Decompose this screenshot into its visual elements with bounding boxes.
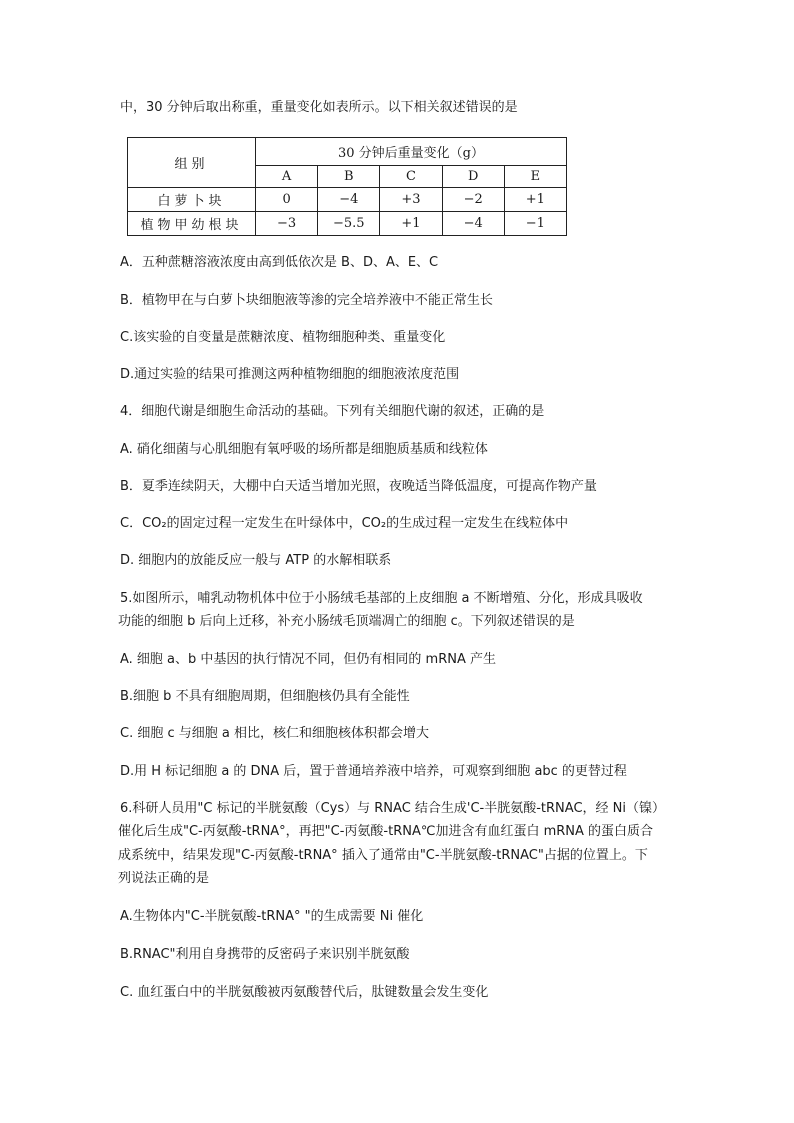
q6-stem-line-3: 成系统中，结果发现"C-丙氨酸-tRNA° 插入了通常由"C-半胱氨酸-tRNAC"占据的位置上。下 <box>118 848 648 863</box>
q6-option-a: A.生物体内"C-半胱氨酸-tRNA° "的生成需要 Ni 催化 <box>120 909 424 924</box>
column-header: B <box>318 166 380 188</box>
q3-option-b: B．植物甲在与白萝卜块细胞液等渗的完全培养液中不能正常生长 <box>120 293 493 308</box>
table-cell: −5.5 <box>318 212 380 236</box>
column-header: C <box>380 166 442 188</box>
table-row <box>128 188 567 212</box>
question-3-stem-end: 中，30 分钟后取出称重，重量变化如表所示。以下相关叙述错误的是 <box>120 100 518 115</box>
q3-option-d: D.通过实验的结果可推测这两种植物细胞的细胞液浓度范围 <box>120 367 460 382</box>
table-cell: −1 <box>504 212 566 236</box>
column-header: E <box>504 166 566 188</box>
table-cell: −4 <box>442 212 504 236</box>
group-header: 组别 <box>128 138 256 188</box>
q5-stem-line-2: 功能的细胞 b 后向上迁移，补充小肠绒毛顶端凋亡的细胞 c。下列叙述错误的是 <box>118 614 575 629</box>
table-cell: 0 <box>256 188 318 212</box>
table-cell: +1 <box>504 188 566 212</box>
weight-change-table <box>127 137 567 236</box>
q5-stem-line-1: 5.如图所示，哺乳动物机体中位于小肠绒毛基部的上皮细胞 a 不断增殖、分化，形成具吸收 <box>120 591 643 606</box>
q4-stem: 4．细胞代谢是细胞生命活动的基础。下列有关细胞代谢的叙述，正确的是 <box>120 404 545 419</box>
q6-option-c: C. 血红蛋白中的半胱氨酸被丙氨酸替代后，肽键数量会发生变化 <box>120 985 489 1000</box>
q3-option-c: C.该实验的自变量是蔗糖浓度、植物细胞种类、重量变化 <box>120 330 446 345</box>
row-label: 植物甲幼根块 <box>128 212 256 236</box>
column-header: D <box>442 166 504 188</box>
q6-stem-line-2: 催化后生成"C-丙氨酸-tRNA°，再把"C-丙氨酸-tRNA℃加进含有血红蛋白 mRNA 的蛋白质合 <box>118 824 654 839</box>
q4-option-a: A. 硝化细菌与心肌细胞有氧呼吸的场所都是细胞质基质和线粒体 <box>120 442 488 457</box>
table-cell: −2 <box>442 188 504 212</box>
table-cell: +1 <box>380 212 442 236</box>
q3-option-a: A．五种蔗糖溶液浓度由高到低依次是 B、D、A、E、C <box>120 255 439 270</box>
q5-option-b: B.细胞 b 不具有细胞周期，但细胞核仍具有全能性 <box>120 689 410 704</box>
weight-change-header: 30 分钟后重量变化（g） <box>256 138 567 166</box>
q5-option-a: A. 细胞 a、b 中基因的执行情况不同，但仍有相同的 mRNA 产生 <box>120 652 496 667</box>
q6-stem-line-4: 列说法正确的是 <box>118 871 210 886</box>
row-label: 白萝卜块 <box>128 188 256 212</box>
q4-option-b: B．夏季连续阴天，大棚中白天适当增加光照，夜晚适当降低温度，可提高作物产量 <box>120 479 597 494</box>
q4-option-d: D. 细胞内的放能反应一般与 ATP 的水解相联系 <box>120 553 392 568</box>
table-cell: +3 <box>380 188 442 212</box>
q5-option-c: C. 细胞 c 与细胞 a 相比，核仁和细胞核体积都会增大 <box>120 726 429 741</box>
column-header: A <box>256 166 318 188</box>
q6-option-b: B.RNAC"利用自身携带的反密码子来识别半胱氨酸 <box>120 947 410 962</box>
table-row <box>128 212 567 236</box>
q6-stem-line-1: 6.科研人员用"C 标记的半胱氨酸（Cys）与 RNAC 结合生成'C-半胱氨酸-tRNAC，经 Ni（镍） <box>120 801 665 816</box>
q5-option-d: D.用 H 标记细胞 a 的 DNA 后，置于普通培养液中培养，可观察到细胞 abc 的更替过程 <box>120 764 627 779</box>
table-cell: −4 <box>318 188 380 212</box>
table-cell: −3 <box>256 212 318 236</box>
q4-option-c: C．CO₂的固定过程一定发生在叶绿体中，CO₂的生成过程一定发生在线粒体中 <box>120 516 569 531</box>
